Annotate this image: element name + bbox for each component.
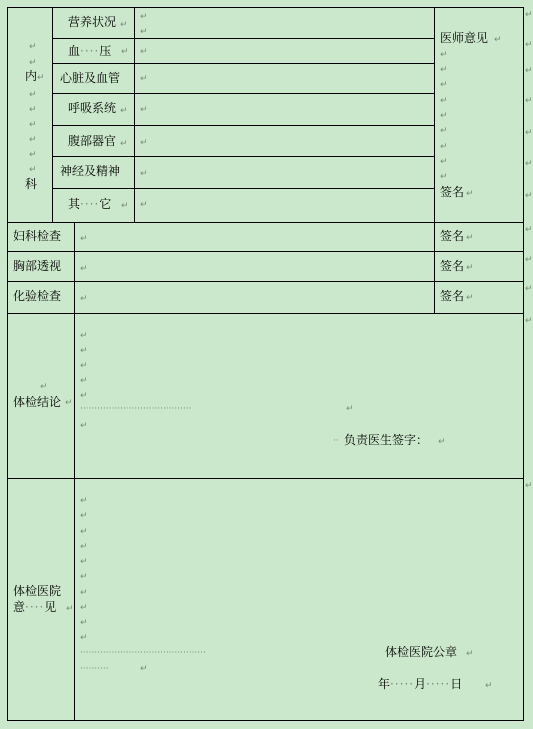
row-end-mark: ↵: [525, 96, 533, 106]
return-mark: ↵: [29, 90, 37, 100]
return-mark: ↵: [466, 189, 474, 199]
date-dots-1: ·····: [390, 677, 415, 691]
internal-label-divider: [52, 7, 53, 222]
return-mark: ↵: [140, 47, 148, 57]
return-mark: ↵: [440, 111, 448, 121]
return-mark: ↵: [80, 542, 88, 552]
section-line: [7, 478, 524, 479]
exam-label-chest: 胸部透视: [13, 259, 62, 273]
return-mark: ↵: [80, 346, 88, 356]
table-border-left: [7, 7, 8, 721]
return-mark: ↵: [140, 27, 148, 37]
table-border-right: [523, 7, 524, 721]
hospital-seal-label: 体检医院公章: [385, 645, 458, 659]
return-mark: ↵: [29, 42, 37, 52]
return-mark: ↵: [80, 633, 88, 643]
hospital-dot-line-2: ··········: [80, 664, 109, 674]
return-mark: ↵: [440, 157, 448, 167]
table-border-top: [7, 7, 524, 8]
row-end-mark: ↵: [525, 128, 533, 138]
section-line: [7, 251, 524, 252]
internal-item-divider: [134, 7, 135, 222]
return-mark: ↵: [466, 263, 474, 273]
return-mark: ↵: [140, 74, 148, 84]
internal-label-char-2: 科: [25, 177, 38, 191]
return-mark: ↵: [40, 382, 48, 392]
return-mark: ↵: [29, 165, 37, 175]
other-char-1: 其: [68, 197, 81, 211]
row-end-mark: ↵: [525, 191, 533, 201]
row-line: [52, 63, 434, 64]
return-mark: ↵: [65, 398, 73, 408]
hospital-label-dots: ····: [25, 600, 45, 614]
return-mark: ↵: [438, 437, 446, 447]
return-mark: ↵: [80, 572, 88, 582]
section-line: [7, 313, 524, 314]
bp-char-2: 压: [99, 44, 112, 58]
return-mark: ↵: [29, 105, 37, 115]
return-mark: ↵: [80, 331, 88, 341]
return-mark: ↵: [140, 12, 148, 22]
return-mark: ↵: [121, 201, 129, 211]
return-mark: ↵: [140, 200, 148, 210]
table-border-bottom: [7, 720, 524, 721]
return-mark: ↵: [80, 361, 88, 371]
row-end-mark: ↵: [525, 255, 533, 265]
row-end-mark: ↵: [525, 481, 533, 491]
row-end-mark: ↵: [525, 225, 533, 235]
return-mark: ↵: [121, 47, 129, 57]
exam-signature-lab: 签名: [440, 289, 465, 303]
return-mark: ↵: [485, 681, 493, 691]
row-end-mark: ↵: [525, 284, 533, 294]
conclusion-label: 体检结论: [13, 395, 62, 409]
hospital-dot-line: ············································: [80, 648, 206, 658]
section-line: [7, 222, 524, 223]
return-mark: ↵: [66, 604, 74, 614]
return-mark: ↵: [80, 557, 88, 567]
date-year: 年: [378, 677, 391, 691]
return-mark: ↵: [29, 120, 37, 130]
row-label-heart: 心脏及血管: [60, 71, 121, 85]
return-mark: ↵: [346, 404, 354, 414]
return-mark: ↵: [440, 172, 448, 182]
date-line: [378, 677, 462, 691]
exam-label-gynecology: 妇科检查: [13, 229, 62, 243]
return-mark: ↵: [140, 138, 148, 148]
return-mark: ↵: [29, 150, 37, 160]
date-dots-2: ·····: [426, 677, 451, 691]
return-mark: ↵: [80, 618, 88, 628]
row-end-mark: ↵: [525, 40, 533, 50]
other-char-2: 它: [99, 197, 112, 211]
return-mark: ↵: [494, 35, 502, 45]
hospital-label-line2: [13, 600, 56, 614]
row-end-mark: ↵: [525, 66, 533, 76]
section-line: [7, 281, 524, 282]
return-mark: ↵: [140, 169, 148, 179]
hospital-char-2: 见: [44, 600, 57, 614]
row-line: [52, 93, 434, 94]
return-mark: ↵: [80, 391, 88, 401]
hospital-label-line1: 体检医院: [13, 584, 62, 598]
return-mark: ↵: [80, 496, 88, 506]
return-mark: ↵: [466, 649, 474, 659]
exam-label-lab: 化验检查: [13, 289, 62, 303]
hospital-char-1: 意: [13, 600, 26, 614]
return-mark: ↵: [80, 603, 88, 613]
exam-signature-gynecology: 签名: [440, 229, 465, 243]
return-mark: ↵: [80, 511, 88, 521]
return-mark: ↵: [120, 20, 128, 30]
return-mark: ↵: [440, 96, 448, 106]
return-mark: ↵: [140, 664, 148, 674]
return-mark: ↵: [120, 139, 128, 149]
other-dots: ····: [80, 197, 100, 211]
return-mark: ↵: [466, 233, 474, 243]
opinion-divider: [434, 7, 435, 313]
return-mark: ↵: [466, 293, 474, 303]
date-month: 月: [414, 677, 427, 691]
doctor-sign-label: 负责医生签字：: [344, 433, 429, 447]
row-label-respiratory: 呼吸系统: [68, 101, 117, 115]
lower-label-divider: [74, 222, 75, 721]
return-mark: ↵: [440, 65, 448, 75]
return-mark: ↵: [29, 58, 37, 68]
return-mark: ↵: [80, 234, 88, 244]
row-end-mark: ↵: [525, 159, 533, 169]
return-mark: ↵: [80, 588, 88, 598]
row-line: [52, 125, 434, 126]
row-label-neuro: 神经及精神: [60, 164, 121, 178]
row-end-mark: ↵: [525, 10, 533, 20]
conclusion-sign-dots: ··: [333, 436, 339, 446]
row-label-blood-pressure: [68, 44, 111, 58]
row-line: [52, 38, 434, 39]
bp-dots: ····: [80, 44, 100, 58]
conclusion-dot-line: ·······································: [80, 404, 192, 414]
return-mark: ↵: [29, 135, 37, 145]
row-label-other: [68, 197, 111, 211]
row-label-abdomen: 腹部器官: [68, 134, 117, 148]
date-day: 日: [450, 677, 463, 691]
return-mark: ↵: [140, 105, 148, 115]
return-mark: ↵: [80, 294, 88, 304]
return-mark: ↵: [440, 142, 448, 152]
row-label-nutrition: 营养状况: [68, 15, 117, 29]
return-mark: ↵: [80, 527, 88, 537]
internal-signature-label: 签名: [440, 185, 465, 199]
row-line: [52, 188, 434, 189]
return-mark: ↵: [37, 73, 45, 83]
return-mark: ↵: [80, 376, 88, 386]
doctor-opinion-label: 医师意见: [440, 31, 489, 45]
internal-label-char-1: 内: [25, 69, 38, 83]
return-mark: ↵: [120, 106, 128, 116]
return-mark: ↵: [80, 421, 88, 431]
exam-signature-chest: 签名: [440, 259, 465, 273]
row-end-mark: ↵: [525, 316, 533, 326]
return-mark: ↵: [440, 80, 448, 90]
bp-char-1: 血: [68, 44, 81, 58]
row-line: [52, 156, 434, 157]
return-mark: ↵: [440, 126, 448, 136]
return-mark: ↵: [440, 50, 448, 60]
return-mark: ↵: [80, 264, 88, 274]
